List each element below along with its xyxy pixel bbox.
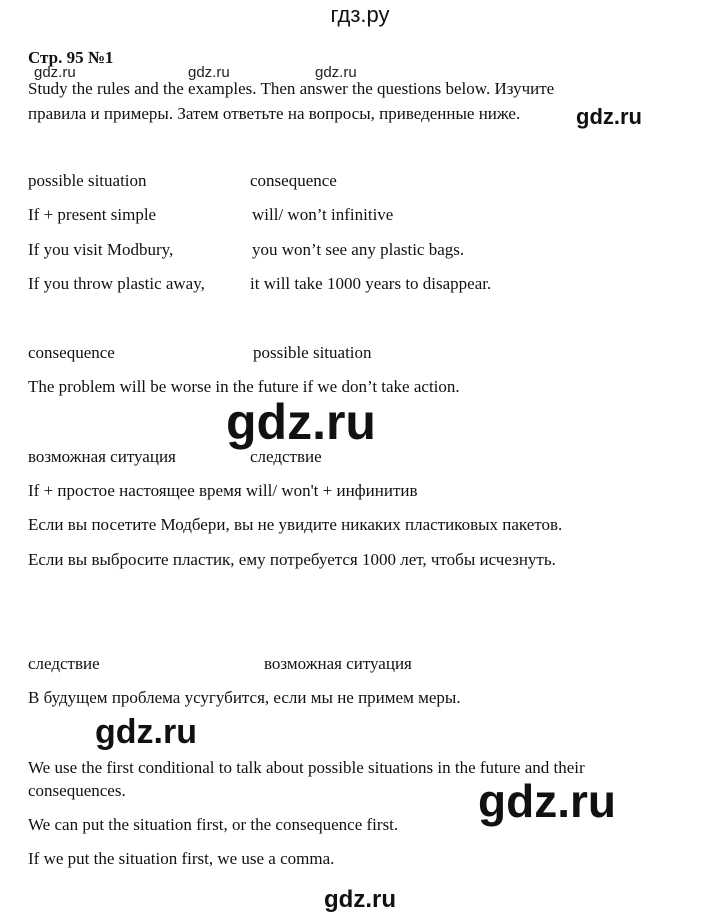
table1-header-situation: possible situation [28,171,147,190]
watermark-bold: gdz.ru [576,104,642,129]
watermark-large: gdz.ru [226,394,376,450]
table1-row-2-consequence: you won’t see any plastic bags. [252,240,465,259]
table1-header-consequence: consequence [250,171,337,190]
watermark-small: gdz.ru [34,64,76,81]
table2-example: The problem will be worse in the future if we don’t take action. [28,377,460,396]
table1-row-1-situation: If + present simple [28,205,157,224]
table1-row-2-situation: If you visit Modbury, [28,240,174,259]
watermark-footer: gdz.ru [324,886,396,913]
table1-ru-header-situation: возможная ситуация [28,447,176,466]
table1-row-3-consequence: it will take 1000 years to disappear. [250,274,492,293]
watermark-large: gdz.ru [478,775,616,827]
page-title: Стр. 95 №1 [28,48,114,67]
table1-ru-header-consequence: следствие [250,447,322,466]
watermark-medium: gdz.ru [95,713,197,751]
table2-header-consequence: consequence [28,343,115,362]
site-header: гдз.ру [330,2,390,27]
intro-line-2: правила и примеры. Затем ответьте на вопросы, приведенные ниже. [28,104,521,123]
rule-1-line-1: We use the first conditional to talk about possible situations in the future and their [28,758,585,777]
table2-ru-header-consequence: следствие [28,654,100,673]
table1-ru-example-2: Если вы выбросите пластик, ему потребуется 1000 лет, чтобы исчезнуть. [28,550,556,569]
rule-1-line-2: consequences. [28,781,126,800]
table2-ru-header-situation: возможная ситуация [264,654,412,673]
table2-header-situation: possible situation [253,343,372,362]
table1-ru-example-1: Если вы посетите Модбери, вы не увидите никаких пластиковых пакетов. [28,515,563,534]
table2-ru-example: В будущем проблема усугубится, если мы не примем меры. [28,688,461,707]
table1-row-1-consequence: will/ won’t infinitive [252,205,394,224]
intro-line-1: Study the rules and the examples. Then answer the questions below. Изучите [28,79,555,98]
table1-ru-formula: If + простое настоящее время will/ won't + инфинитив [28,481,418,500]
watermark-small: gdz.ru [188,64,230,81]
rule-3: If we put the situation first, we use a comma. [28,849,335,868]
rule-2: We can put the situation first, or the consequence first. [28,815,399,834]
table1-row-3-situation: If you throw plastic away, [28,274,205,293]
watermark-small: gdz.ru [315,64,357,81]
